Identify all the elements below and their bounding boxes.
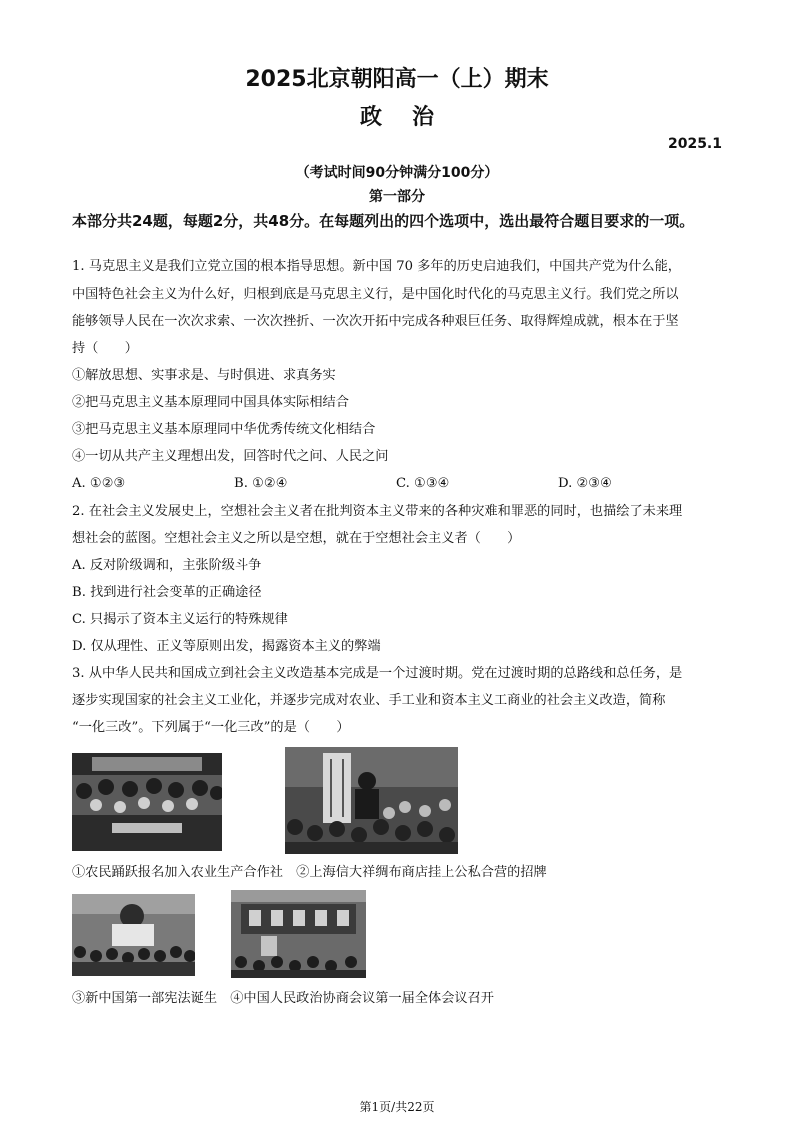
q3-captions-row1: ①农民踊跃报名加入农业生产合作社 ②上海信大祥绸布商店挂上公私合营的招牌 [72,865,547,880]
q2-option-b[interactable]: B. 找到进行社会变革的正确途径 [72,585,262,600]
instructions: 本部分共24题，每题2分，共48分。在每题列出的四个选项中，选出最符合题目要求的一项。 [72,212,695,230]
exam-date: 2025.1 [667,136,722,152]
q3-captions-row2: ③新中国第一部宪法诞生 ④中国人民政治协商会议第一届全体会议召开 [72,991,494,1006]
q2-option-a[interactable]: A. 反对阶级调和，主张阶级斗争 [72,558,262,573]
exam-title: 2025北京朝阳高一（上）期末 [245,67,549,92]
q2-line: 2. 在社会主义发展史上，空想社会主义者在批判资本主义带来的各种灾难和罪恶的同时，也描绘了未来理 [72,504,683,519]
q1-option-a[interactable]: A. ①②③ [72,476,126,491]
q1-statement: ①解放思想、实事求是、与时俱进、求真务实 [72,368,336,383]
q1-line: 持（ ） [72,341,138,356]
q2-line: 想社会的蓝图。空想社会主义之所以是空想，就在于空想社会主义者（ ） [72,531,521,546]
q1-statement: ④一切从共产主义理想出发，回答时代之问、人民之问 [72,449,389,464]
q1-line: 中国特色社会主义为什么好，归根到底是马克思主义行，是中国化时代化的马克思主义行。我们党之所以 [72,287,679,302]
subject-title: 政治 [359,105,464,130]
q1-option-d[interactable]: D. ②③④ [558,476,612,491]
photo-shanghai-store-sign [285,747,458,854]
q1-line: 能够领导人民在一次次求索、一次次挫折、一次次开拓中完成各种艰巨任务、取得辉煌成就，根本在于坚 [72,314,679,329]
exam-info: （考试时间90分钟满分100分） [295,165,499,181]
q3-line: 3. 从中华人民共和国成立到社会主义改造基本完成是一个过渡时期。党在过渡时期的总路线和总任务，是 [72,666,683,681]
photo-farmers-cooperative [72,753,222,851]
q2-option-c[interactable]: C. 只揭示了资本主义运行的特殊规律 [72,612,288,627]
q1-statement: ②把马克思主义基本原理同中国具体实际相结合 [72,395,349,410]
q2-option-d[interactable]: D. 仅从理性、正义等原则出发，揭露资本主义的弊端 [72,639,381,654]
q1-option-c[interactable]: C. ①③④ [396,476,450,491]
page-number: 第1页/共22页 [359,1100,435,1114]
q3-line: “一化三改”。下列属于“一化三改”的是（ ） [72,720,350,735]
q1-statement: ③把马克思主义基本原理同中华优秀传统文化相结合 [72,422,376,437]
photo-cppcc-first-session [231,890,366,978]
photo-constitution-parade [72,894,195,976]
q1-option-b[interactable]: B. ①②④ [234,476,288,491]
q3-line: 逐步实现国家的社会主义工业化，并逐步完成对农业、手工业和资本主义工商业的社会主义改造，简称 [72,693,666,708]
q1-line: 1. 马克思主义是我们立党立国的根本指导思想。新中国 70 多年的历史启迪我们，中国共产党为什么能， [72,259,681,274]
part-heading: 第一部分 [369,189,425,205]
